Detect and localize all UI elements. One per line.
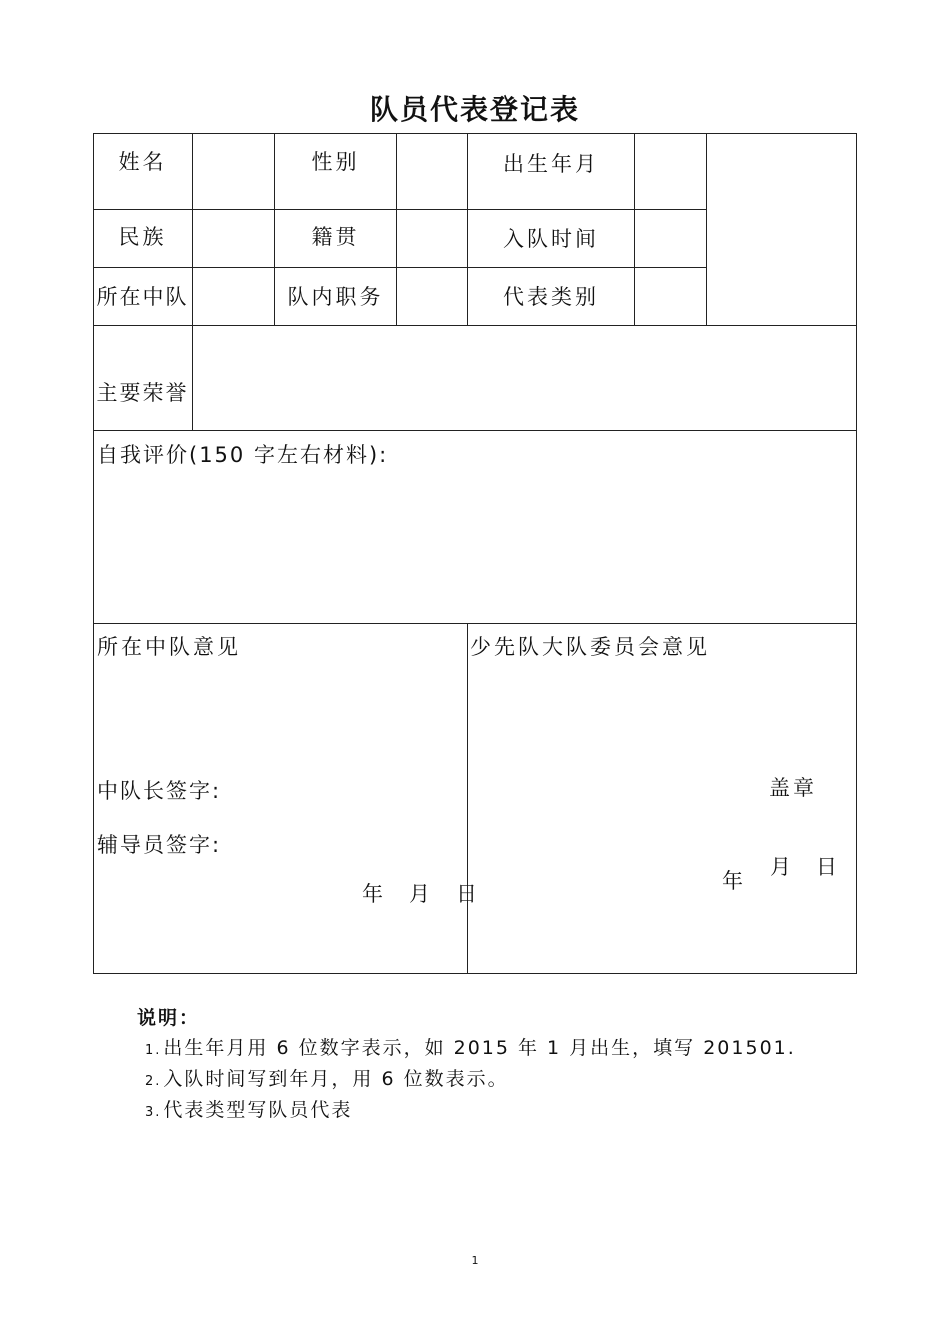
form-title: 队员代表登记表 bbox=[369, 93, 580, 126]
note-number: 2. bbox=[145, 1074, 162, 1089]
ethnic-label: 民族 bbox=[118, 225, 167, 249]
seal-label: 盖章 bbox=[769, 776, 817, 800]
ethnic-field[interactable] bbox=[193, 210, 274, 267]
self-evaluation-field[interactable] bbox=[94, 473, 856, 623]
join-date-field[interactable] bbox=[635, 210, 706, 267]
brigade-opinion-label: 少先队大队委员会意见 bbox=[470, 635, 710, 659]
opinion-divider bbox=[467, 623, 468, 973]
brigade-date-day: 日 bbox=[816, 855, 840, 879]
table-border-right bbox=[856, 133, 857, 974]
squad-field[interactable] bbox=[193, 268, 274, 325]
self-evaluation-label: 自我评价(150 字左右材料): bbox=[97, 443, 389, 467]
name-field[interactable] bbox=[193, 134, 274, 209]
brigade-date-month: 月 bbox=[770, 855, 794, 879]
note-item bbox=[137, 1096, 796, 1127]
photo-area[interactable] bbox=[707, 134, 856, 325]
birth-field[interactable] bbox=[635, 134, 706, 209]
squad-leader-signature-label: 中队长签字: bbox=[97, 779, 222, 803]
duty-field[interactable] bbox=[397, 268, 467, 325]
row-divider-4 bbox=[93, 430, 857, 431]
note-number: 1. bbox=[145, 1043, 162, 1058]
name-label: 姓名 bbox=[118, 150, 167, 174]
notes-section bbox=[137, 1003, 796, 1127]
join-date-label: 入队时间 bbox=[503, 227, 599, 251]
note-text: 出生年月用 6 位数字表示，如 2015 年 1 月出生，填写 201501. bbox=[163, 1037, 796, 1059]
birth-label: 出生年月 bbox=[503, 152, 599, 176]
honors-label: 主要荣誉 bbox=[96, 381, 189, 405]
honors-field[interactable] bbox=[193, 326, 856, 430]
note-text: 代表类型写队员代表 bbox=[163, 1099, 353, 1121]
rep-type-field[interactable] bbox=[635, 268, 706, 325]
counselor-signature-label: 辅导员签字: bbox=[97, 833, 222, 857]
rep-type-label: 代表类别 bbox=[503, 285, 599, 309]
gender-field[interactable] bbox=[397, 134, 467, 209]
page-number: 1 bbox=[471, 1254, 479, 1267]
brigade-date-year: 年 bbox=[722, 869, 746, 893]
note-item bbox=[137, 1034, 796, 1065]
note-item bbox=[137, 1065, 796, 1096]
note-text: 入队时间写到年月，用 6 位数表示。 bbox=[163, 1068, 509, 1090]
squad-date-day: 日 bbox=[456, 882, 480, 906]
squad-label: 所在中队 bbox=[96, 285, 189, 309]
registration-form-table bbox=[93, 133, 857, 974]
squad-date-year: 年 bbox=[362, 882, 386, 906]
row-divider-5 bbox=[93, 623, 857, 624]
duty-label: 队内职务 bbox=[287, 285, 384, 309]
gender-label: 性别 bbox=[311, 150, 360, 174]
squad-opinion-label: 所在中队意见 bbox=[97, 635, 241, 659]
notes-heading: 说明： bbox=[137, 1007, 201, 1029]
squad-date-month: 月 bbox=[409, 882, 433, 906]
table-border-bottom bbox=[93, 973, 857, 974]
native-place-label: 籍贯 bbox=[311, 225, 360, 249]
note-number: 3. bbox=[145, 1105, 162, 1120]
native-place-field[interactable] bbox=[397, 210, 467, 267]
